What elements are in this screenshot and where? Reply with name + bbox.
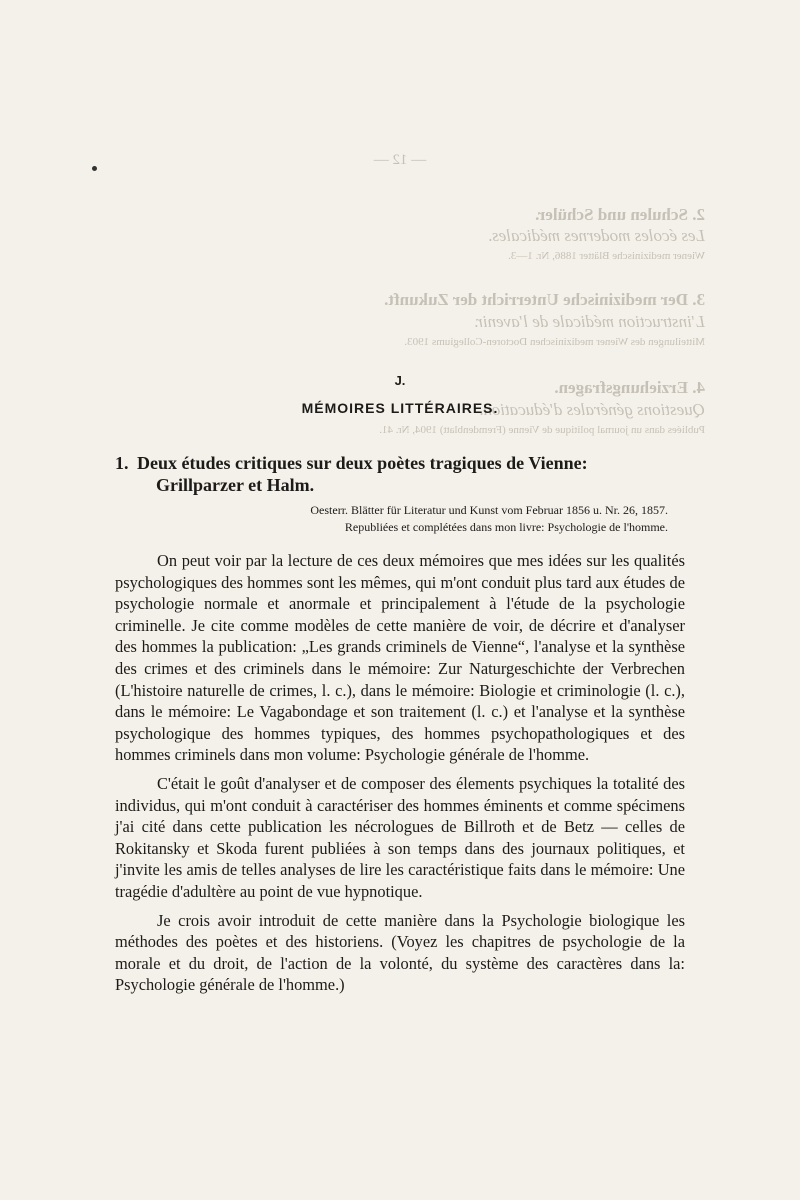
bleed-line: L'instruction médicale de l'avenir. — [473, 312, 705, 331]
source-citation: Oesterr. Blätter für Literatur und Kunst vom Februar 1856 u. Nr. 26, 1857. — [310, 503, 668, 517]
paragraph: On peut voir par la lecture de ces deux mémoires que mes idées sur les qualités psychologiques des hommes sont les mêmes, qui m'ont conduit plus tard aux études de psychologie normale et anormale et principalement à l'étude de la psychologie criminelle. Je cite comme modèles de cette manière de voir, de décrire et d'analyser des hommes la publication: „Les grands criminels de Vienne“, l'analyse et la synthèse des crimes et des criminels dans le mémoire: Zur Naturgeschichte der Verbrechen (L'histoire naturelle de crimes, l. c.), dans le mémoire: Biologie et criminologie (l. c.), dans le mémoire: Le Vagabondage et son traitement (l. c.) et l'analyse et la synthèse psychologique des hommes typiques, des hommes psychopathologiques et des hommes criminels dans mon volume: Psychologie générale de l'homme. — [115, 551, 685, 765]
bleed-line: Wiener medizinische Blätter 1886, Nr. 1—3. — [508, 250, 705, 262]
paragraph: C'était le goût d'analyser et de composer des élements psychiques la totalité des individus, qui m'ont conduit à caractériser des hommes éminents et comme spécimens j'ai cité dans cette publication les nécrologues de Billroth et de Betz — celles de Rokitansky et Skoda furent publiées à son temps dans des journaux politiques, et j'invite les amis de telles analyses de lire les caractéristique faits dans le mémoire: Une tragédie d'adultère au point de vue hypnotique. — [115, 773, 685, 901]
section-title: MÉMOIRES LITTÉRAIRES. — [301, 400, 499, 416]
item-title-line2: Grillparzer et Halm. — [156, 475, 315, 495]
bleed-line: Questions générales d'éducation. — [478, 400, 705, 419]
bleed-line: 2. Schulen und Schüler. — [535, 205, 705, 224]
bleed-line: Mitteilungen des Wiener medizinischen Doctoren-Collegiums 1903. — [404, 336, 705, 348]
bleed-line: Publiées dans un journal politique de Vienne (Fremdenblatt) 1904, Nr. 41. — [379, 424, 705, 436]
ink-dot — [92, 166, 97, 171]
source-note: Republiées et complétées dans mon livre: Psychologie de l'homme. — [344, 520, 668, 534]
bleed-line: Les écoles modernes médicales. — [487, 226, 705, 245]
bleed-page-number: — 12 — — [373, 152, 427, 168]
body-text — [115, 550, 685, 1003]
bleed-line: 4. Erziehungsfragen. — [554, 378, 705, 397]
paragraph: Je crois avoir introduit de cette manière dans la Psychologie biologique les méthodes des poètes et des historiens. (Voyez les chapitres de psychologie de la morale et du droit, de l'action de la volonté, du système des caractères dans la: Psychologie générale de l'homme.) — [115, 910, 685, 995]
section-letter: J. — [394, 373, 406, 388]
item-title-line1: Deux études critiques sur deux poètes tragiques de Vienne: — [137, 453, 588, 473]
item-number: 1. — [115, 453, 129, 473]
bleed-line: 3. Der medizinische Unterricht der Zukunft. — [384, 290, 705, 309]
item-heading — [115, 452, 695, 496]
